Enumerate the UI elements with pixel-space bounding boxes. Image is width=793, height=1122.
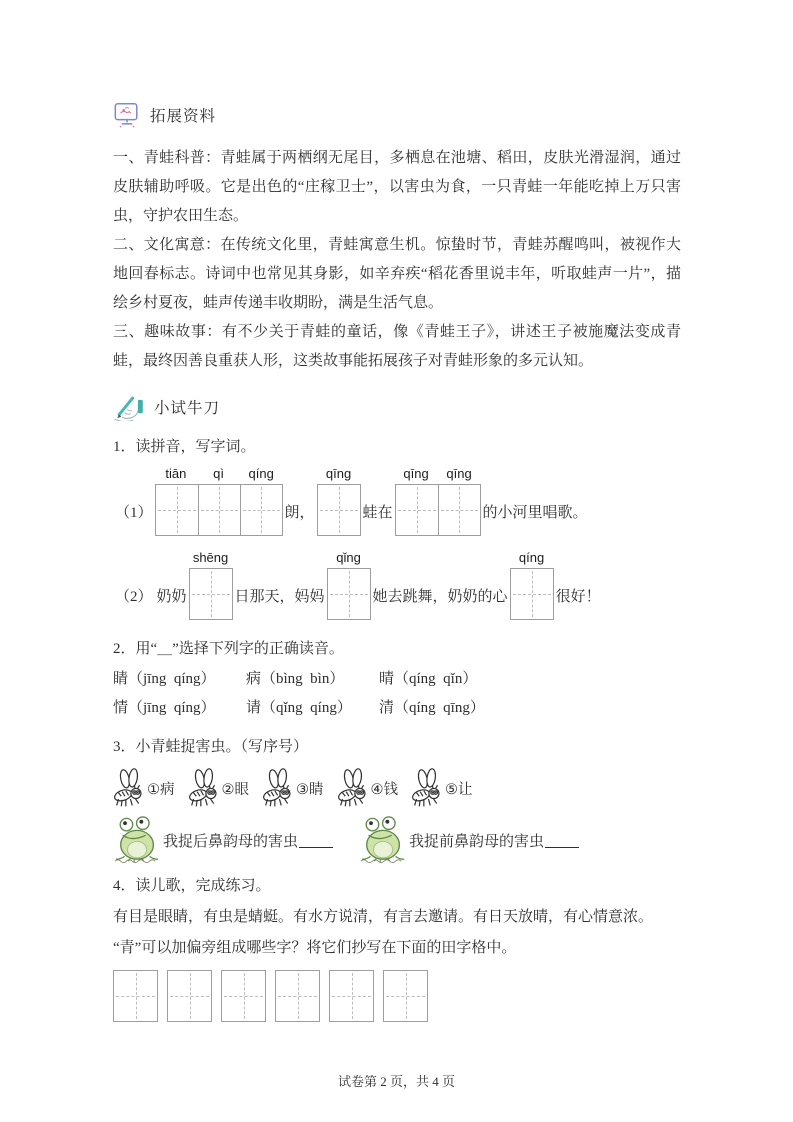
- pinyin-label: qīng: [446, 466, 472, 481]
- fly-icon: [411, 767, 444, 809]
- fly-icon: [188, 767, 221, 809]
- answer-blank[interactable]: [299, 833, 333, 848]
- writing-grid[interactable]: [510, 568, 554, 620]
- writing-cell[interactable]: [222, 971, 265, 1021]
- q1-row-1: [113, 466, 681, 536]
- q1-row-2: [113, 550, 681, 620]
- writing-grid-group-b: [327, 550, 371, 620]
- section-header-practice: [113, 392, 681, 422]
- writing-grid-group-b: [317, 466, 361, 536]
- answer-blank[interactable]: [545, 833, 579, 848]
- pinyin-label: shēng: [192, 550, 229, 565]
- pinyin-label: qíng: [518, 550, 545, 565]
- writing-grid-group-a: [189, 550, 233, 620]
- writing-cell[interactable]: [384, 971, 427, 1021]
- q1-row1-text-c: 的小河里唱歌。: [482, 504, 588, 521]
- writing-cell[interactable]: [190, 569, 232, 619]
- fly-item: [113, 767, 175, 809]
- q4-instruction-text: “青”可以加偏旁组成哪些字？将它们抄写在下面的田字格中。: [113, 940, 517, 956]
- pinyin-label: qì: [213, 466, 224, 481]
- writing-cell[interactable]: [396, 485, 438, 535]
- pinyin-row: [189, 550, 233, 568]
- q2-options-row-1: [113, 669, 681, 689]
- q2-option[interactable]: 病（bìng bìn）: [246, 671, 345, 687]
- pen-icon: [113, 393, 145, 421]
- fly-item: [188, 767, 250, 809]
- q1-row2-text-c: 很好！: [555, 588, 601, 605]
- section-header-extended-material: [113, 100, 681, 130]
- writing-cell[interactable]: [240, 485, 282, 535]
- fly-word-label[interactable]: ③睛: [296, 781, 324, 798]
- fly-word-label[interactable]: ④钱: [370, 781, 398, 798]
- fly-item: [337, 767, 399, 809]
- q1-row1-text-a: 朗，: [284, 504, 315, 521]
- fly-word-label[interactable]: ⑤让: [445, 781, 473, 798]
- writing-grid[interactable]: [329, 970, 374, 1022]
- fly-item: [411, 767, 473, 809]
- fly-icon: [337, 767, 370, 809]
- q1-row2-text-b: 她去跳舞，奶奶的心: [372, 588, 508, 605]
- writing-cell[interactable]: [276, 971, 319, 1021]
- pinyin-row: [155, 466, 283, 484]
- writing-grid[interactable]: [383, 970, 428, 1022]
- paragraph-frog-science: 一、青蛙科普：青蛙属于两栖纲无尾目，多栖息在池塘、稻田，皮肤光滑湿润，通过皮肤辅助呼吸。它是出色的“庄稼卫士”，以害虫为食，一只青蛙一年能吃掉上万只害虫，守护农田生态。: [113, 150, 681, 224]
- fly-word-label[interactable]: ①病: [147, 781, 175, 798]
- q1-title: 1．读拼音，写字词。: [113, 439, 256, 455]
- paragraph-cultural-meaning: 二、文化寓意：在传统文化里，青蛙寓意生机。惊蛰时节，青蛙苏醒鸣叫，被视作大地回春标志。诗词中也常见其身影，如辛弃疾“稻花香里说丰年，听取蛙声一片”，描绘乡村夏夜，蛙声传递丰收期盼，满是生活气息。: [113, 237, 681, 311]
- writing-grid-group-c: [395, 466, 481, 536]
- page-footer: 试卷第 2 页，共 4 页: [337, 1074, 455, 1089]
- writing-cell[interactable]: [438, 485, 480, 535]
- frog-speech-text: 我捉后鼻韵母的害虫: [163, 833, 299, 850]
- writing-grid[interactable]: [395, 484, 481, 536]
- frog-speech-text: 我捉前鼻韵母的害虫: [409, 833, 545, 850]
- q4-title: 4．读儿歌，完成练习。: [113, 878, 271, 894]
- pinyin-label: qíng: [248, 466, 274, 481]
- q4-rhyme-text: 有目是眼睛，有虫是蜻蜓。有水方说清，有言去邀请。有日天放晴，有心情意浓。: [113, 909, 654, 925]
- pinyin-row: [317, 466, 361, 484]
- writing-grid[interactable]: [113, 970, 158, 1022]
- pinyin-label: qīng: [403, 466, 429, 481]
- q1-row1-text-b: 蛙在: [362, 504, 393, 521]
- frog-item: [113, 815, 333, 865]
- writing-cell[interactable]: [156, 485, 198, 535]
- pinyin-label: qǐng: [336, 550, 361, 565]
- q2-option[interactable]: 睛（jīng qíng）: [113, 671, 216, 687]
- pinyin-row: [327, 550, 371, 568]
- frog-icon: [359, 815, 409, 865]
- writing-cell[interactable]: [330, 971, 373, 1021]
- monitor-icon: [113, 101, 141, 129]
- q2-option[interactable]: 晴（qíng qǐn）: [379, 671, 478, 687]
- writing-grid-group-c: [510, 550, 554, 620]
- writing-cell[interactable]: [511, 569, 553, 619]
- fly-icon: [113, 767, 146, 809]
- q4-writing-grid-strip: [113, 970, 681, 1022]
- writing-grid[interactable]: [327, 568, 371, 620]
- writing-cell[interactable]: [114, 971, 157, 1021]
- writing-grid[interactable]: [275, 970, 320, 1022]
- fly-word-label[interactable]: ②眼: [221, 781, 249, 798]
- section-title-extended-material: 拓展资料: [150, 108, 217, 125]
- writing-grid[interactable]: [155, 484, 283, 536]
- q1-row2-lead: 奶奶: [156, 588, 187, 605]
- q2-option[interactable]: 清（qíng qīng）: [379, 700, 485, 716]
- q3-title: 3．小青蛙捉害虫。（写序号）: [113, 739, 309, 755]
- fly-icon: [262, 767, 295, 809]
- writing-grid[interactable]: [221, 970, 266, 1022]
- q3-frogs-row: [113, 815, 681, 865]
- section-title-practice: 小试牛刀: [154, 400, 221, 417]
- pinyin-label: qīng: [325, 466, 352, 481]
- writing-grid[interactable]: [189, 568, 233, 620]
- pinyin-row: [510, 550, 554, 568]
- pinyin-label: tiān: [165, 466, 187, 481]
- q3-flies-row: [113, 767, 681, 809]
- writing-grid[interactable]: [167, 970, 212, 1022]
- frog-icon: [113, 815, 163, 865]
- writing-cell[interactable]: [168, 971, 211, 1021]
- writing-grid-group-a: [155, 466, 283, 536]
- writing-cell[interactable]: [198, 485, 240, 535]
- q2-option[interactable]: 情（jīng qíng）: [113, 700, 216, 716]
- pinyin-row: [395, 466, 481, 484]
- writing-grid[interactable]: [317, 484, 361, 536]
- q1-row2-text-a: 日那天，妈妈: [234, 588, 325, 605]
- q2-options-row-2: [113, 698, 681, 718]
- writing-cell[interactable]: [318, 485, 360, 535]
- q1-row1-number: （1）: [115, 504, 153, 521]
- writing-cell[interactable]: [328, 569, 370, 619]
- fly-item: [262, 767, 324, 809]
- frog-item: [359, 815, 579, 865]
- q2-title: 2．用“＿”选择下列字的正确读音。: [113, 641, 344, 657]
- q1-row2-number: （2）: [115, 588, 153, 605]
- q2-option[interactable]: 请（qǐng qíng）: [246, 700, 352, 716]
- paragraph-fun-story: 三、趣味故事：有不少关于青蛙的童话，像《青蛙王子》，讲述王子被施魔法变成青蛙，最终因善良重获人形，这类故事能拓展孩子对青蛙形象的多元认知。: [113, 324, 681, 369]
